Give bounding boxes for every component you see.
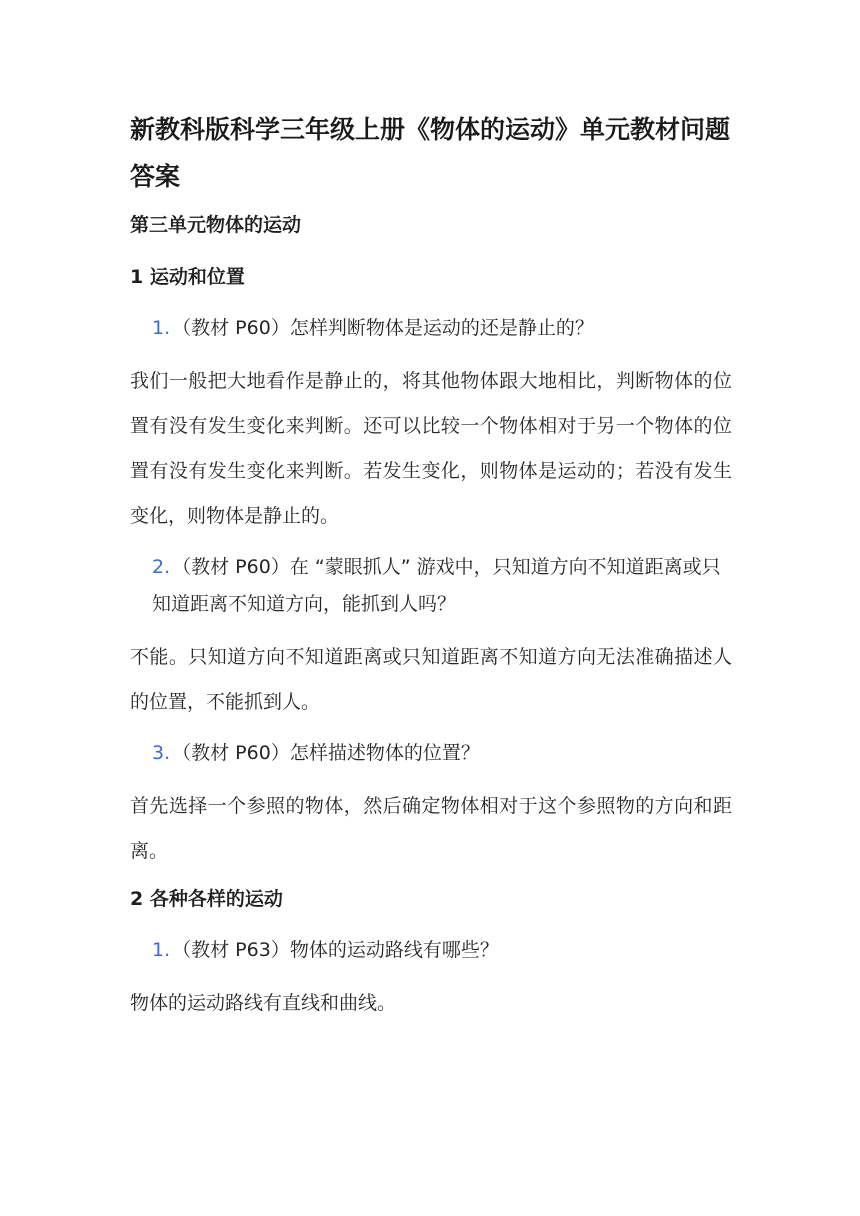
answer-text: 物体的运动路线有直线和曲线。 <box>130 992 397 1014</box>
question-text: （教材 P60）怎样描述物体的位置？ <box>172 742 480 764</box>
question-number: 3. <box>152 742 171 764</box>
question-item <box>130 549 732 623</box>
question-number: 2. <box>152 556 171 578</box>
lesson-title-1: 1 运动和位置 <box>130 266 245 288</box>
answer-text: 我们一般把大地看作是静止的，将其他物体跟大地相比，判断物体的位置有没有发生变化来判断。还可以比较一个物体相对于另一个物体的位置有没有发生变化来判断。若发生变化，则物体是运动的；若没有发生变化，则物体是静止的。 <box>130 370 732 527</box>
question-number: 1. <box>152 317 171 339</box>
question-text: （教材 P63）物体的运动路线有哪些？ <box>172 939 499 961</box>
question-text: （教材 P60）在 “蒙眼抓人” 游戏中，只知道方向不知道距离或只知道距离不知道方向，能抓到人吗？ <box>152 556 721 615</box>
answer-text: 不能。只知道方向不知道距离或只知道距离不知道方向无法准确描述人的位置，不能抓到人。 <box>130 646 732 713</box>
question-item <box>130 735 732 772</box>
question-item <box>130 932 732 969</box>
document-title: 新教科版科学三年级上册《物体的运动》单元教材问题答案 <box>130 115 731 191</box>
lesson-title-2: 2 各种各样的运动 <box>130 888 283 910</box>
document-page <box>130 106 732 1036</box>
question-item <box>130 310 732 347</box>
question-number: 1. <box>152 939 171 961</box>
unit-title: 第三单元物体的运动 <box>130 214 302 236</box>
answer-text: 首先选择一个参照的物体，然后确定物体相对于这个参照物的方向和距离。 <box>130 795 732 862</box>
question-text: （教材 P60）怎样判断物体是运动的还是静止的？ <box>172 317 594 339</box>
